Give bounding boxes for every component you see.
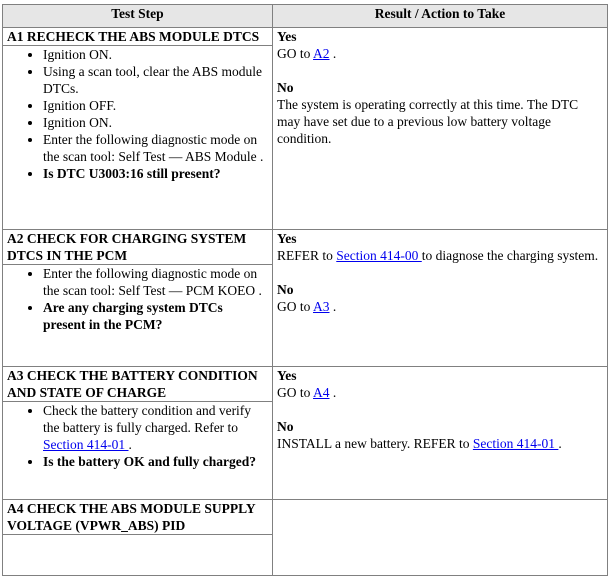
- step-a4-result: [273, 500, 608, 576]
- step-a2-question: • Are any charging system DTCs present in the PCM?: [43, 299, 268, 333]
- step-a3-list: [7, 402, 268, 470]
- step-a2-title: [3, 230, 273, 265]
- step-a1-yes-label: Yes: [277, 29, 297, 44]
- step-a3-yes-suffix: .: [329, 385, 337, 400]
- step-a1-result: [273, 28, 608, 230]
- step-a2-title-text: A2 CHECK FOR CHARGING SYSTEM DTCS IN THE PCM: [7, 231, 247, 263]
- link-a3[interactable]: A3: [313, 299, 330, 314]
- step-a1-item-4: • Ignition ON.: [43, 114, 268, 131]
- step-a3-item-1: [43, 402, 268, 453]
- step-a1-item-2: • Using a scan tool, clear the ABS module DTCs.: [43, 63, 268, 97]
- step-a3-instructions: [3, 402, 273, 500]
- step-a3-title: [3, 367, 273, 402]
- step-a3-item-1-suffix: .: [128, 437, 132, 452]
- step-a1-title-text: A1 RECHECK THE ABS MODULE DTCS: [7, 29, 260, 44]
- step-a1-no-text: The system is operating correctly at this time. The DTC may have set due to a previous low battery voltage condition.: [277, 97, 579, 146]
- step-a1-list: [7, 46, 268, 182]
- step-a2-no-prefix: GO to: [277, 299, 314, 314]
- step-a1-yes-action: [277, 46, 336, 61]
- step-a3-yes-prefix: GO to: [277, 385, 314, 400]
- link-a2[interactable]: A2: [313, 46, 330, 61]
- step-a1-item-1: • Ignition ON.: [43, 46, 268, 63]
- step-a4-title: [3, 500, 273, 535]
- step-a2-yes-action: [277, 248, 598, 263]
- step-a3-no-prefix: INSTALL a new battery. REFER to: [277, 436, 473, 451]
- step-a3-no-label: No: [277, 419, 294, 434]
- table-header-row: [3, 5, 608, 28]
- step-a2-item-1: • Enter the following diagnostic mode on the scan tool: Self Test — PCM KOEO .: [43, 265, 268, 299]
- step-a1-question: • Is DTC U3003:16 still present?: [43, 165, 268, 182]
- link-section-414-01[interactable]: Section 414-01: [43, 437, 129, 452]
- step-a2-no-suffix: .: [329, 299, 337, 314]
- step-a1-yes-suffix: .: [329, 46, 337, 61]
- step-a2-no-action: [277, 299, 336, 314]
- step-a3-title-text: A3 CHECK THE BATTERY CONDITION AND STATE OF CHARGE: [7, 368, 258, 400]
- step-a2-yes-prefix: REFER to: [277, 248, 337, 263]
- step-a2-instructions: [3, 265, 273, 367]
- step-a1-no-label: No: [277, 80, 294, 95]
- step-a2-yes-suffix: to diagnose the charging system.: [421, 248, 599, 263]
- step-a1-item-3: • Ignition OFF.: [43, 97, 268, 114]
- link-section-414-00[interactable]: Section 414-00: [336, 248, 422, 263]
- step-a1-title: [3, 28, 273, 46]
- step-a4-instructions: [3, 535, 273, 576]
- step-a1-yes-prefix: GO to: [277, 46, 314, 61]
- step-a3-question: • Is the battery OK and fully charged?: [43, 453, 268, 470]
- test-procedure-table: [2, 4, 608, 576]
- step-a3-yes-label: Yes: [277, 368, 297, 383]
- step-a2-list: [7, 265, 268, 333]
- step-a4-title-text: A4 CHECK THE ABS MODULE SUPPLY VOLTAGE (VPWR_ABS) PID: [7, 501, 256, 533]
- step-a3-yes-action: [277, 385, 336, 400]
- step-a3-result: [273, 367, 608, 500]
- link-a4[interactable]: A4: [313, 385, 330, 400]
- step-a2-yes-label: Yes: [277, 231, 297, 246]
- step-a4-title-row: [3, 500, 608, 535]
- step-a1-instructions: [3, 46, 273, 230]
- step-a2-title-row: [3, 230, 608, 265]
- step-a2-result: [273, 230, 608, 367]
- header-test-step: Test Step: [3, 5, 273, 28]
- step-a3-title-row: [3, 367, 608, 402]
- step-a1-item-5: • Enter the following diagnostic mode on the scan tool: Self Test — ABS Module .: [43, 131, 268, 165]
- step-a3-item-1-text: Check the battery condition and verify the battery is fully charged. Refer to: [43, 403, 252, 435]
- link-section-414-01-install[interactable]: Section 414-01: [472, 436, 559, 451]
- step-a1-title-row: [3, 28, 608, 46]
- step-a3-no-action: [277, 436, 562, 451]
- step-a2-no-label: No: [277, 282, 294, 297]
- header-result-action: Result / Action to Take: [273, 5, 608, 28]
- step-a3-no-suffix: .: [558, 436, 562, 451]
